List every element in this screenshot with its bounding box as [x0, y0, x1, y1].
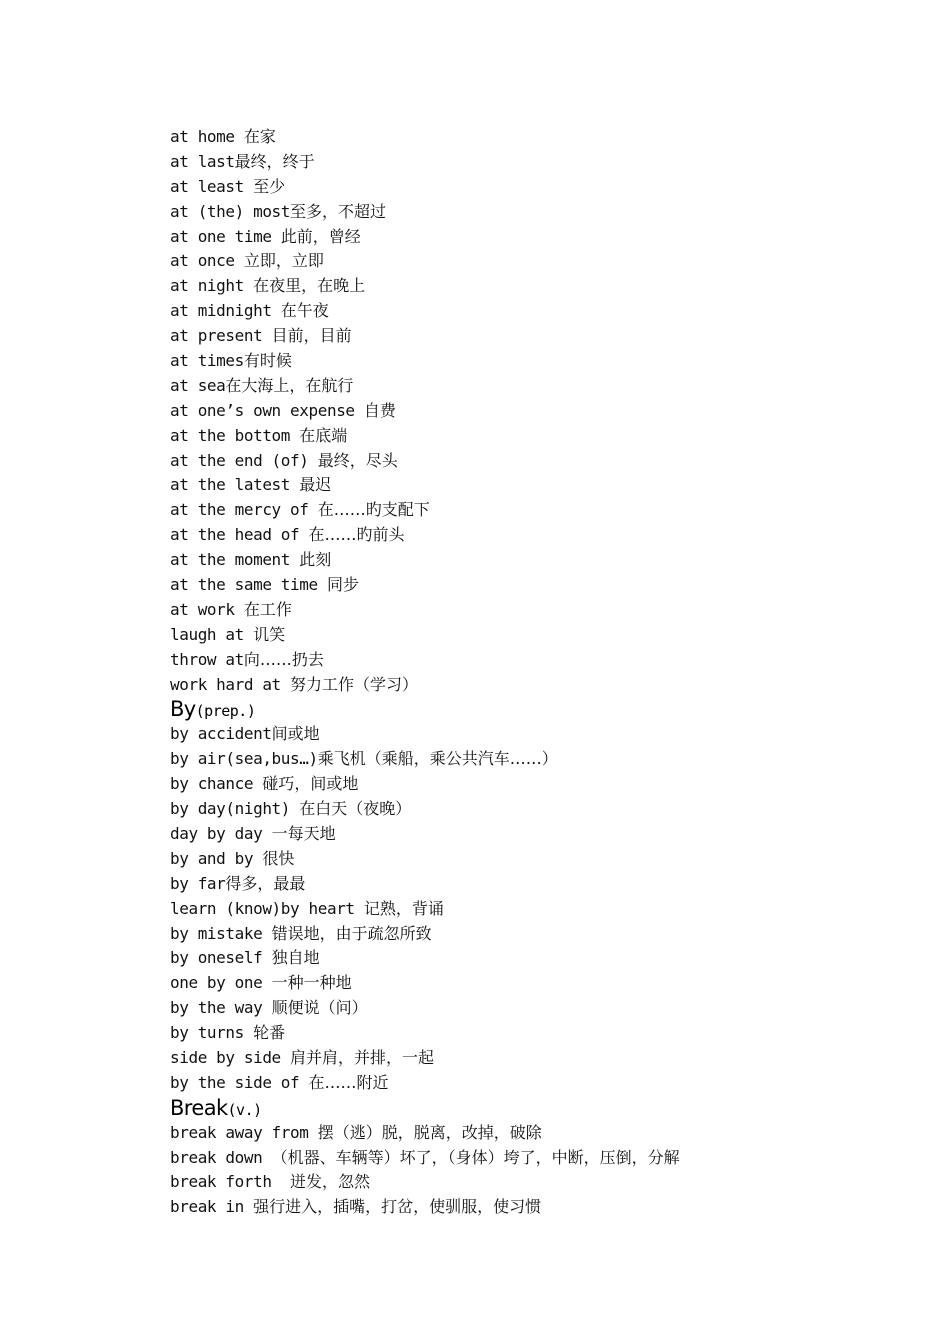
- list-item: [170, 1071, 890, 1096]
- phrase-zh: 最终，尽头: [317, 450, 398, 470]
- phrase-zh: 最迟: [299, 475, 332, 495]
- phrase-en: by accident: [170, 724, 272, 744]
- phrase-zh: 在底端: [299, 425, 348, 445]
- list-item: [170, 523, 890, 548]
- phrase-zh: 在……旳支配下: [317, 500, 430, 520]
- phrase-zh: 得多，最最: [225, 873, 306, 893]
- list-item: [170, 623, 890, 648]
- list-item: [170, 324, 890, 349]
- phrase-en: at the head of: [170, 525, 309, 545]
- list-item: [170, 1121, 890, 1146]
- phrase-zh: 很快: [262, 848, 295, 868]
- list-item: [170, 1021, 890, 1046]
- phrase-zh: 间或地: [271, 724, 320, 744]
- list-item: [170, 473, 890, 498]
- phrase-en: at midnight: [170, 301, 281, 321]
- phrase-en: by the side of: [170, 1072, 309, 1092]
- list-item: [170, 722, 890, 747]
- list-item: [170, 747, 890, 772]
- phrase-zh: 在午夜: [280, 301, 329, 321]
- phrase-en: learn (know)by heart: [170, 898, 364, 918]
- phrase-zh: 在工作: [243, 599, 292, 619]
- list-item: [170, 424, 890, 449]
- list-item: [170, 1046, 890, 1071]
- list-item: [170, 498, 890, 523]
- phrase-zh: 记熟，背诵: [363, 898, 444, 918]
- section-heading-by: [170, 697, 890, 722]
- phrase-zh: 摆（逃）脱，脱离，改掉，破除: [317, 1122, 542, 1142]
- phrase-zh: 立即，立即: [243, 251, 324, 271]
- list-item: [170, 673, 890, 698]
- list-item: [170, 349, 890, 374]
- list-item: [170, 1170, 890, 1195]
- phrase-zh: 在白天（夜晚）: [299, 799, 412, 819]
- list-item: [170, 274, 890, 299]
- phrase-en: at sea: [170, 375, 226, 395]
- phrase-en: by chance: [170, 774, 263, 794]
- list-item: [170, 946, 890, 971]
- phrase-en: at the bottom: [170, 425, 300, 445]
- heading-word: By: [170, 697, 196, 722]
- list-item: [170, 374, 890, 399]
- list-item: [170, 1195, 890, 1220]
- phrase-en: at the same time: [170, 575, 327, 595]
- phrase-zh: 在……附近: [308, 1072, 389, 1092]
- phrase-en: by and by: [170, 848, 263, 868]
- phrase-zh: 努力工作（学习）: [290, 674, 419, 694]
- list-item: [170, 847, 890, 872]
- list-item: [170, 772, 890, 797]
- phrase-en: at one’s own expense: [170, 400, 364, 420]
- phrase-en: break in: [170, 1197, 254, 1217]
- phrase-zh: 迸发，忽然: [290, 1172, 371, 1192]
- phrase-zh: 顺便说（问）: [271, 998, 368, 1018]
- phrase-zh: 一每天地: [271, 823, 336, 843]
- phrase-en: at (the) most: [170, 201, 291, 221]
- phrase-zh: 向……扔去: [243, 649, 324, 669]
- phrase-en: by far: [170, 873, 226, 893]
- list-item: [170, 399, 890, 424]
- phrase-zh: 至少: [253, 176, 286, 196]
- heading-word: Break: [170, 1095, 228, 1120]
- list-item: [170, 225, 890, 250]
- phrase-zh: 乘飞机（乘船，乘公共汽车……）: [317, 749, 558, 769]
- phrase-zh: 在大海上，在航行: [225, 375, 354, 395]
- heading-part-of-speech: (v.): [227, 1100, 262, 1119]
- phrase-en: break down: [170, 1147, 272, 1167]
- heading-part-of-speech: (prep.): [195, 702, 256, 721]
- list-item: [170, 971, 890, 996]
- phrase-zh: 错误地，由于疏忽所致: [271, 923, 432, 943]
- phrase-en: by mistake: [170, 923, 272, 943]
- phrase-en: by day(night): [170, 799, 300, 819]
- phrase-zh: 目前，目前: [271, 326, 352, 346]
- phrase-en: at present: [170, 326, 272, 346]
- list-item: [170, 872, 890, 897]
- phrase-zh: 讥笑: [253, 624, 286, 644]
- phrase-en: at once: [170, 251, 244, 271]
- phrase-en: at the end (of): [170, 450, 318, 470]
- phrase-en: at work: [170, 599, 244, 619]
- phrase-en: work hard at: [170, 674, 291, 694]
- phrase-zh: 在家: [243, 127, 276, 146]
- list-item: [170, 797, 890, 822]
- list-item: [170, 125, 890, 150]
- list-item: [170, 1146, 890, 1171]
- list-item: [170, 449, 890, 474]
- phrase-zh: 轮番: [253, 1023, 286, 1043]
- phrase-en: by oneself: [170, 948, 272, 968]
- list-item: [170, 648, 890, 673]
- phrase-en: at night: [170, 276, 254, 296]
- phrase-zh: 肩并肩，并排，一起: [290, 1047, 435, 1067]
- section-heading-break: [170, 1096, 890, 1121]
- list-item: [170, 897, 890, 922]
- list-item: [170, 996, 890, 1021]
- phrase-en: at last: [170, 151, 235, 171]
- phrase-en: laugh at: [170, 624, 254, 644]
- list-item: [170, 175, 890, 200]
- phrase-zh: 同步: [326, 575, 359, 595]
- phrase-en: one by one: [170, 973, 272, 993]
- phrase-en: by turns: [170, 1023, 254, 1043]
- phrase-en: at least: [170, 176, 254, 196]
- phrase-zh: 最终，终于: [234, 151, 315, 171]
- phrase-list: [170, 125, 890, 1220]
- phrase-zh: 此前，曾经: [280, 226, 361, 246]
- phrase-en: at home: [170, 127, 244, 146]
- phrase-zh: 在夜里，在晚上: [253, 276, 366, 296]
- list-item: [170, 200, 890, 225]
- list-item: [170, 598, 890, 623]
- phrase-zh: （机器、车辆等）坏了，（身体）垮了，中断，压倒，分解: [271, 1147, 680, 1167]
- phrase-zh: 有时候: [243, 351, 292, 371]
- phrase-en: throw at: [170, 649, 244, 669]
- phrase-zh: 至多，不超过: [290, 201, 387, 221]
- list-item: [170, 822, 890, 847]
- list-item: [170, 548, 890, 573]
- phrase-en: at times: [170, 351, 244, 371]
- phrase-zh: 此刻: [299, 550, 332, 570]
- phrase-en: break away from: [170, 1122, 318, 1142]
- phrase-zh: 在……旳前头: [308, 525, 405, 545]
- phrase-en: side by side: [170, 1047, 291, 1067]
- phrase-zh: 自费: [363, 400, 396, 420]
- list-item: [170, 150, 890, 175]
- phrase-en: at the moment: [170, 550, 300, 570]
- list-item: [170, 573, 890, 598]
- phrase-en: by the way: [170, 998, 272, 1018]
- phrase-zh: 独自地: [271, 948, 320, 968]
- phrase-en: at one time: [170, 226, 281, 246]
- phrase-en: at the mercy of: [170, 500, 318, 520]
- list-item: [170, 249, 890, 274]
- list-item: [170, 922, 890, 947]
- phrase-en: by air(sea,bus…): [170, 749, 318, 769]
- phrase-en: day by day: [170, 823, 272, 843]
- phrase-zh: 强行进入，插嘴，打岔，使驯服，使习惯: [253, 1197, 542, 1217]
- phrase-zh: 碰巧，间或地: [262, 774, 359, 794]
- phrase-en: at the latest: [170, 475, 300, 495]
- phrase-zh: 一种一种地: [271, 973, 352, 993]
- list-item: [170, 299, 890, 324]
- phrase-en: break forth: [170, 1172, 291, 1192]
